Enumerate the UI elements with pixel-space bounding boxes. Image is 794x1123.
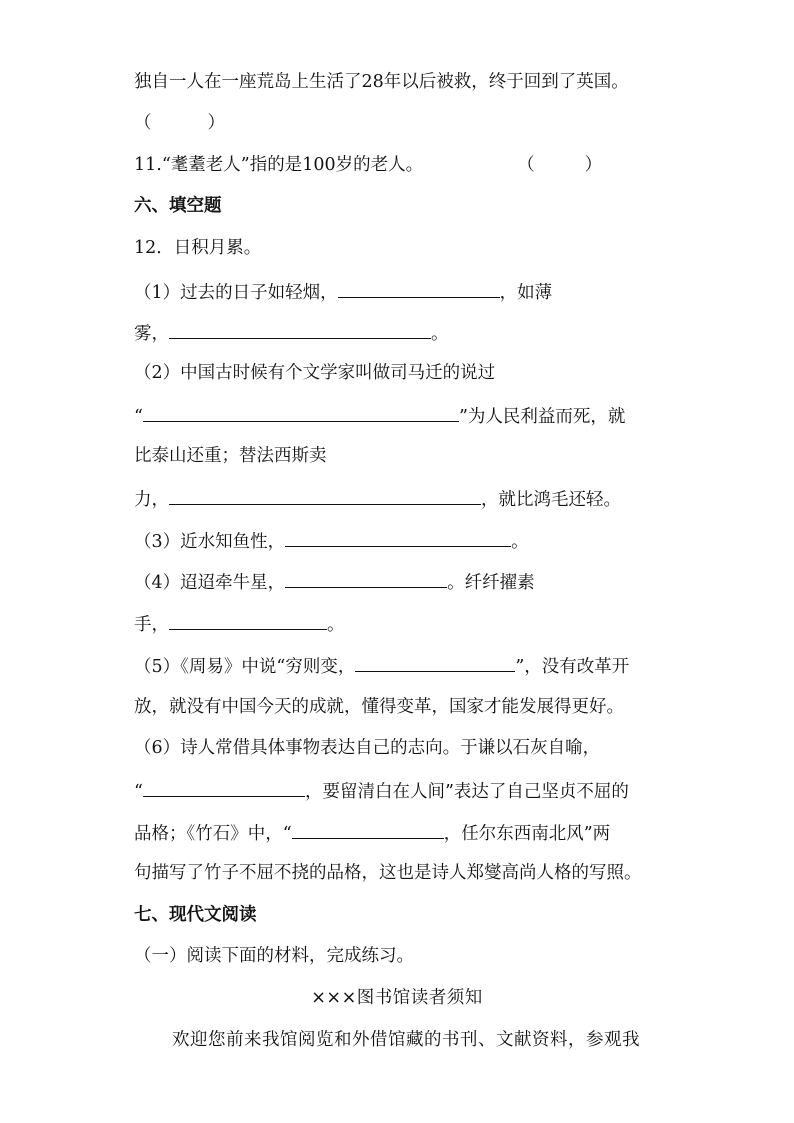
item-4-text-b: 。纤纤擢素: [447, 573, 535, 593]
item-2-line-2: [134, 403, 625, 429]
item-1-line-2: [134, 320, 449, 346]
item-5-text-a: （5）《周易》中说“穷则变，: [134, 657, 356, 677]
item-4-line-2: [134, 611, 345, 637]
blank-1b[interactable]: [169, 320, 431, 339]
item-4-line-1: [134, 569, 535, 595]
item-4-text-d: 。: [327, 615, 345, 635]
item-5-line-1: [134, 653, 629, 679]
item-1-text-c: 雾，: [134, 324, 169, 344]
blank-2b[interactable]: [169, 486, 481, 505]
item-1-line-1: [134, 279, 552, 305]
text-line-1: 独自一人在一座荒岛上生活了28年以后被救，终于回到了英国。: [134, 72, 629, 92]
reading-instruction: （一）阅读下面的材料，完成练习。: [134, 946, 414, 966]
q11-paren-open[interactable]: （: [517, 155, 535, 175]
item-6-line-3: [134, 820, 610, 846]
item-2-line-1: （2）中国古时候有个文学家叫做司马迁的说过: [134, 363, 496, 383]
item-2-open-quote: “: [134, 407, 143, 427]
blank-3[interactable]: [285, 528, 511, 547]
item-6-text-e: ，任尔东西南北风”两: [443, 824, 611, 844]
item-6-open-quote: “: [134, 782, 143, 802]
item-3: [134, 528, 529, 554]
item-6-line-1: （6）诗人常借具体事物表达自己的志向。于谦以石灰自喻，: [134, 738, 601, 758]
question-11-text: 11.“耄耋老人”指的是100岁的老人。: [134, 155, 424, 175]
paren-close: ）: [207, 113, 225, 133]
item-1-text-b: ，如薄: [499, 283, 553, 303]
item-3-text-b: 。: [511, 532, 529, 552]
item-6-line-4: 句描写了竹子不屈不挠的品格，这也是诗人郑燮高尚人格的写照。: [134, 863, 642, 883]
section-7-heading: 七、现代文阅读: [134, 905, 257, 925]
item-3-text-a: （3）近水知鱼性，: [134, 532, 286, 552]
blank-2a[interactable]: [143, 403, 459, 422]
item-4-text-a: （4）迢迢牵牛星，: [134, 573, 286, 593]
blank-6b[interactable]: [292, 820, 444, 839]
item-5-text-b: ”，没有改革开: [515, 657, 630, 677]
item-6-text-d: 品格；《竹石》中，“: [134, 824, 292, 844]
answer-parentheses[interactable]: [134, 111, 225, 135]
item-2-line-4: [134, 486, 621, 512]
item-6-line-2: [134, 778, 629, 804]
item-1-text-d: 。: [431, 324, 449, 344]
item-5-line-2: 放，就没有中国今天的成就，懂得变革，国家才能发展得更好。: [134, 697, 624, 717]
item-2-text-c: ”为人民利益而死，就: [458, 407, 626, 427]
section-6-heading: 六、填空题: [134, 196, 222, 216]
question-12: 12．日积月累。: [134, 238, 262, 258]
blank-1a[interactable]: [338, 279, 500, 298]
notice-body: 欢迎您前来我馆阅览和外借馆藏的书刊、文献资料，参观我: [172, 1030, 640, 1050]
item-1-text-a: （1）过去的日子如轻烟，: [134, 283, 338, 303]
q11-paren-close[interactable]: ）: [584, 155, 603, 175]
blank-6a[interactable]: [143, 778, 305, 797]
question-11: [134, 153, 602, 177]
blank-5[interactable]: [355, 653, 515, 672]
item-2-line-3: 比泰山还重；替法西斯卖: [134, 446, 327, 466]
paren-open: （: [134, 113, 152, 133]
item-6-text-c: ，要留清白在人间”表达了自己坚贞不屈的: [304, 782, 629, 802]
notice-title: ×××图书馆读者须知: [311, 988, 483, 1008]
item-2-text-f: ，就比鸿毛还轻。: [481, 490, 621, 510]
item-4-text-c: 手，: [134, 615, 169, 635]
item-2-text-e: 力，: [134, 490, 169, 510]
blank-4b[interactable]: [169, 611, 327, 630]
blank-4a[interactable]: [285, 569, 447, 588]
